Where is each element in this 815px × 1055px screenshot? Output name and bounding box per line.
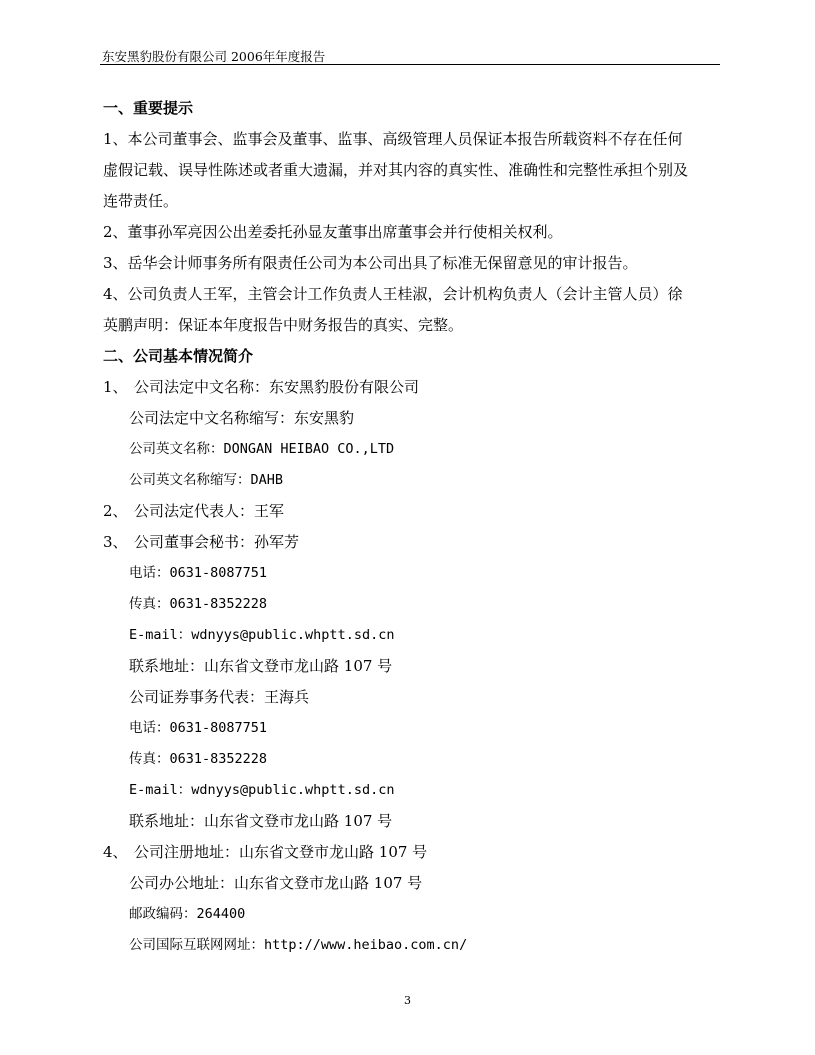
board-secretary: 公司董事会秘书：孙军芳: [134, 533, 300, 551]
registered-address: 公司注册地址：山东省文登市龙山路 107 号: [134, 843, 428, 861]
office-address: 公司办公地址：山东省文登市龙山路 107 号: [129, 874, 423, 892]
notice-item-4-line-2: 英鹏声明：保证本年度报告中财务报告的真实、完整。: [103, 316, 464, 334]
running-header: 东安黑豹股份有限公司 2006年年度报告: [102, 49, 326, 64]
secretary-fax: 传真：0631-8352228: [129, 596, 268, 612]
representative-address: 联系地址：山东省文登市龙山路 107 号: [129, 812, 393, 830]
notice-item-3: 3、岳华会计师事务所有限责任公司为本公司出具了标准无保留意见的审计报告。: [103, 254, 638, 272]
page-number: 3: [404, 994, 411, 1007]
profile-item-4: [103, 837, 723, 868]
profile-item-3: [103, 527, 723, 558]
section-heading-company-profile: 二、公司基本情况简介: [103, 347, 254, 365]
legal-representative: 公司法定代表人：王军: [134, 502, 285, 520]
company-name-en: 公司英文名称：DONGAN HEIBAO CO.,LTD: [129, 441, 395, 457]
secretary-email: E-mail：wdnyys@public.whptt.sd.cn: [129, 627, 395, 643]
notice-item-1-line-2: 虚假记载、误导性陈述或者重大遗漏，并对其内容的真实性、准确性和完整性承担个别及: [103, 161, 689, 179]
profile-item-1: [103, 372, 723, 403]
representative-fax: 传真：0631-8352228: [129, 751, 268, 767]
section-heading-important-notice: 一、重要提示: [103, 99, 194, 117]
company-name-en-abbr: 公司英文名称缩写：DAHB: [129, 472, 284, 488]
notice-item-1-line-1: 1、本公司董事会、监事会及董事、监事、高级管理人员保证本报告所载资料不存在任何: [103, 130, 683, 148]
company-name-cn-abbr: 公司法定中文名称缩写：东安黑豹: [129, 409, 355, 427]
secretary-phone: 电话：0631-8087751: [129, 565, 268, 581]
company-name-cn: 公司法定中文名称：东安黑豹股份有限公司: [134, 378, 420, 396]
website: 公司国际互联网网址：http://www.heibao.com.cn/: [129, 937, 468, 953]
secretary-address: 联系地址：山东省文登市龙山路 107 号: [129, 657, 393, 675]
postal-code: 邮政编码：264400: [129, 906, 246, 922]
header-rule: [100, 64, 720, 65]
securities-representative: 公司证券事务代表：王海兵: [129, 688, 310, 706]
item-number: 3、: [103, 533, 128, 551]
item-number: 1、: [103, 378, 128, 396]
notice-item-4-line-1: 4、公司负责人王军，主管会计工作负责人王桂淑，会计机构负责人（会计主管人员）徐: [103, 285, 683, 303]
item-number: 2、: [103, 502, 128, 520]
notice-item-1-line-3: 连带责任。: [103, 192, 179, 210]
representative-phone: 电话：0631-8087751: [129, 720, 268, 736]
notice-item-2: 2、董事孙军亮因公出差委托孙显友董事出席董事会并行使相关权利。: [103, 223, 563, 241]
profile-item-2: [103, 496, 723, 527]
representative-email: E-mail：wdnyys@public.whptt.sd.cn: [129, 782, 395, 798]
document-body: [103, 93, 723, 961]
item-number: 4、: [103, 843, 128, 861]
